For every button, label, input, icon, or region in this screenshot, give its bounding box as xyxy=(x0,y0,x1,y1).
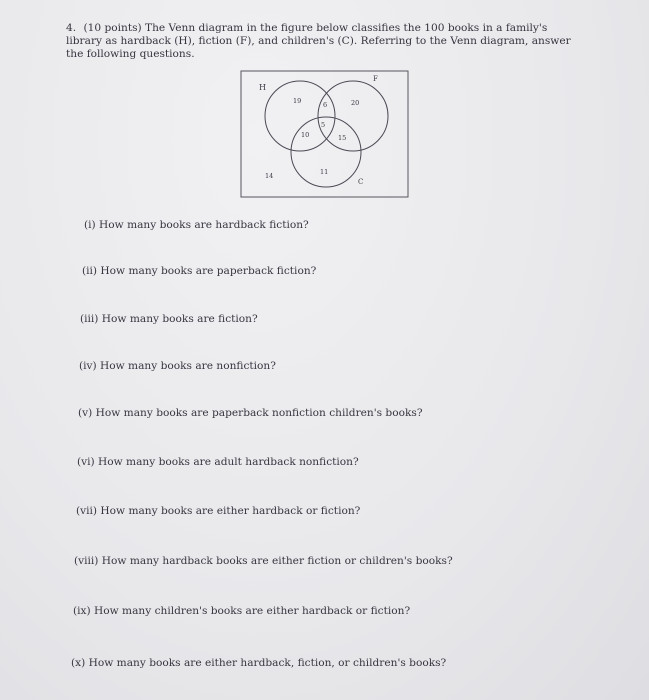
question-iii: (iii) How many books are fiction? xyxy=(80,313,258,325)
venn-diagram-svg xyxy=(240,70,410,198)
problem-statement xyxy=(66,22,576,61)
question-vi: (vi) How many books are adult hardback nonfiction? xyxy=(77,456,359,468)
region-h-c-only: 10 xyxy=(301,131,310,139)
question-viii: (viii) How many hardback books are either fiction or children's books? xyxy=(74,555,453,567)
question-x: (x) How many books are either hardback, fiction, or children's books? xyxy=(71,657,447,669)
circle-h xyxy=(265,81,335,151)
problem-text: (10 points) The Venn diagram in the figure below classifies the 100 books in a family's library as hardback (H), fiction (F), and children's (C). Referring to the Venn diagram, answer the following questions. xyxy=(66,22,571,60)
region-h-f-only: 6 xyxy=(323,101,328,109)
question-ii: (ii) How many books are paperback fiction? xyxy=(82,265,317,277)
region-outside: 14 xyxy=(265,172,274,180)
circle-c xyxy=(291,117,364,187)
label-f: F xyxy=(373,75,378,83)
problem-number: 4. xyxy=(66,22,77,34)
question-iv: (iv) How many books are nonfiction? xyxy=(79,360,276,372)
question-vii: (vii) How many books are either hardback or fiction? xyxy=(76,505,361,517)
region-h-only: 19 xyxy=(293,97,302,105)
region-f-c-only: 15 xyxy=(338,134,347,142)
question-i: (i) How many books are hardback fiction? xyxy=(84,219,309,231)
region-f-only: 20 xyxy=(351,99,360,107)
venn-diagram xyxy=(240,70,410,198)
circle-f xyxy=(318,81,388,151)
question-v: (v) How many books are paperback nonfiction children's books? xyxy=(78,407,423,419)
region-c-only: 11 xyxy=(320,168,329,176)
label-c: C xyxy=(358,178,364,186)
region-h-f-c: 5 xyxy=(321,121,326,129)
label-h: H xyxy=(259,83,266,92)
question-ix: (ix) How many children's books are either hardback or fiction? xyxy=(73,605,411,617)
